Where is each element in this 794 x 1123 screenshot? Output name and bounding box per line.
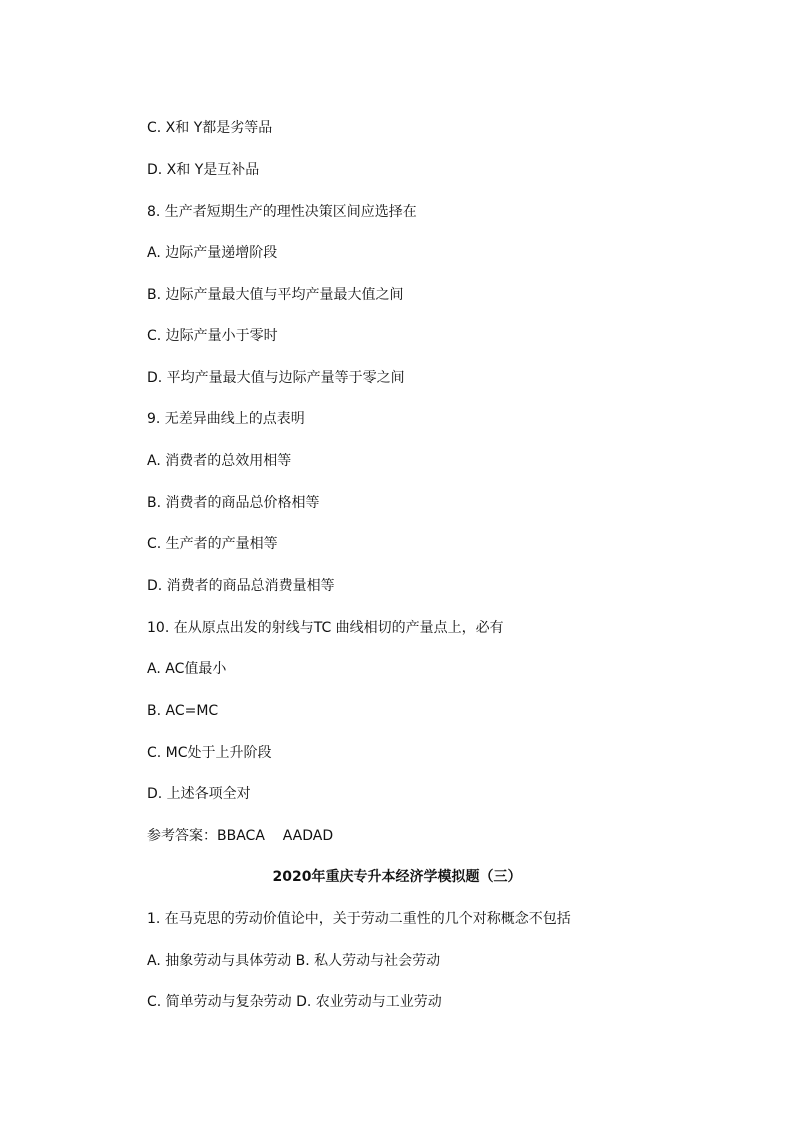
option-d-q8: D. 平均产量最大值与边际产量等于零之间 [147, 370, 405, 386]
option-b-q10: B. AC=MC [147, 703, 219, 719]
option-d-q10: D. 上述各项全对 [147, 786, 251, 802]
option-b-q9: B. 消费者的商品总价格相等 [147, 495, 320, 511]
option-c-q9: C. 生产者的产量相等 [147, 536, 278, 552]
question-8: 8. 生产者短期生产的理性决策区间应选择在 [147, 204, 417, 220]
option-a-q10: A. AC值最小 [147, 661, 227, 677]
options-cd-q1: C. 简单劳动与复杂劳动 D. 农业劳动与工业劳动 [147, 994, 442, 1010]
question-1: 1. 在马克思的劳动价值论中，关于劳动二重性的几个对称概念不包括 [147, 911, 571, 927]
option-c-q7: C. X和 Y都是劣等品 [147, 120, 273, 136]
option-b-q8: B. 边际产量最大值与平均产量最大值之间 [147, 287, 404, 303]
option-d-q9: D. 消费者的商品总消费量相等 [147, 578, 335, 594]
option-a-q8: A. 边际产量递增阶段 [147, 245, 278, 261]
section-title: 2020年重庆专升本经济学模拟题（三） [272, 869, 522, 885]
option-d-q7: D. X和 Y是互补品 [147, 162, 260, 178]
option-a-q9: A. 消费者的总效用相等 [147, 453, 292, 469]
option-c-q8: C. 边际产量小于零时 [147, 328, 278, 344]
option-c-q10: C. MC处于上升阶段 [147, 745, 272, 761]
question-9: 9. 无差异曲线上的点表明 [147, 411, 305, 427]
answer-key: 参考答案：BBACA AADAD [147, 828, 334, 844]
question-10: 10. 在从原点出发的射线与TC 曲线相切的产量点上，必有 [147, 620, 504, 636]
options-ab-q1: A. 抽象劳动与具体劳动 B. 私人劳动与社会劳动 [147, 953, 441, 969]
